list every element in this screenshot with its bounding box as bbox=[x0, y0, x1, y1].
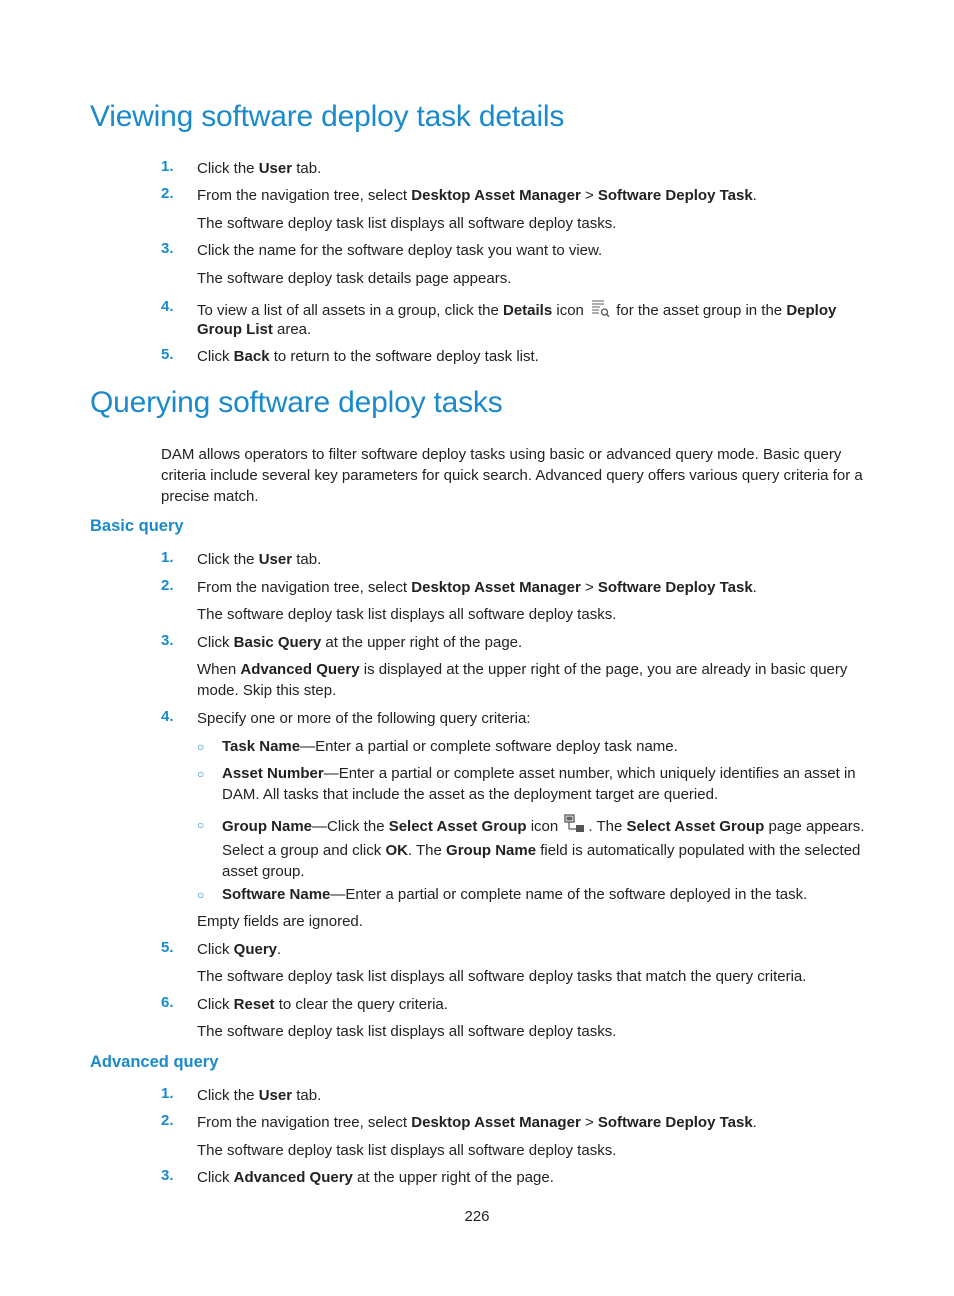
step-number: 5. bbox=[161, 939, 174, 956]
step-note: The software deploy task list displays all software deploy tasks. bbox=[197, 215, 617, 232]
step-text: Click Advanced Query at the upper right of the page. bbox=[197, 1169, 554, 1186]
details-icon bbox=[590, 298, 610, 324]
step-text: Click the User tab. bbox=[197, 160, 322, 177]
subsection-title-advanced: Advanced query bbox=[90, 1053, 219, 1071]
page-number: 226 bbox=[464, 1208, 490, 1225]
step-note: The software deploy task details page appears. bbox=[197, 270, 512, 287]
step-number: 3. bbox=[161, 1167, 174, 1184]
subsection-title-basic: Basic query bbox=[90, 517, 184, 535]
criterion-asset-number: Asset Number—Enter a partial or complete asset number, which uniquely identifies an asset in DAM. All tasks that include the asset as the deployment target are queried. bbox=[222, 765, 856, 803]
step-text: Click Reset to clear the query criteria. bbox=[197, 996, 448, 1013]
step-text: Click the User tab. bbox=[197, 551, 322, 568]
step-note: The software deploy task list displays all software deploy tasks. bbox=[197, 606, 617, 623]
step-text: To view a list of all assets in a group, click the Details icon for the asset group in the Deploy bbox=[197, 298, 836, 324]
step-number: 1. bbox=[161, 158, 174, 175]
step-note: The software deploy task list displays all software deploy tasks that match the query criteria. bbox=[197, 968, 807, 985]
step-text: Click Basic Query at the upper right of the page. bbox=[197, 634, 523, 651]
step-text: Click Back to return to the software deploy task list. bbox=[197, 348, 539, 365]
criterion-task-name: Task Name—Enter a partial or complete software deploy task name. bbox=[222, 738, 678, 755]
step-text: Specify one or more of the following query criteria: bbox=[197, 710, 531, 727]
step-number: 5. bbox=[161, 346, 174, 363]
step-note: The software deploy task list displays all software deploy tasks. bbox=[197, 1023, 617, 1040]
step-note: Empty fields are ignored. bbox=[197, 913, 363, 930]
step-number: 4. bbox=[161, 298, 174, 315]
intro-paragraph: DAM allows operators to filter software deploy tasks using basic or advanced query mode. Basic query criteria include several key parameters for quick search. Advanced query offers various query criteria for a precise match. bbox=[161, 446, 863, 505]
step-number: 2. bbox=[161, 1112, 174, 1129]
step-note: When Advanced Query is displayed at the upper right of the page, you are already in basic query mode. Skip this step. bbox=[197, 661, 848, 699]
criterion-software-name: Software Name—Enter a partial or complete name of the software deployed in the task. bbox=[222, 886, 808, 903]
section-title-viewing: Viewing software deploy task details bbox=[90, 100, 565, 133]
step-number: 6. bbox=[161, 994, 174, 1011]
bullet-marker: ○ bbox=[197, 740, 205, 754]
criterion-group-name: Group Name—Click the Select Asset Group icon . The Select Asset Group page appears. Select a group and click OK. The Group Name field is automatically populated with the selected asset group. bbox=[222, 814, 867, 882]
bullet-marker: ○ bbox=[197, 818, 205, 832]
step-text: Click the User tab. bbox=[197, 1087, 322, 1104]
step-number: 1. bbox=[161, 1085, 174, 1102]
step-text: From the navigation tree, select Desktop Asset Manager > Software Deploy Task. bbox=[197, 579, 757, 596]
step-note: The software deploy task list displays all software deploy tasks. bbox=[197, 1142, 617, 1159]
step-number: 3. bbox=[161, 240, 174, 257]
step-text-continued: Group List area. bbox=[197, 321, 312, 338]
step-number: 1. bbox=[161, 549, 174, 566]
step-number: 4. bbox=[161, 708, 174, 725]
section-title-querying: Querying software deploy tasks bbox=[90, 386, 503, 419]
select-asset-group-icon bbox=[564, 814, 586, 840]
step-text: Click the name for the software deploy task you want to view. bbox=[197, 242, 603, 259]
step-number: 3. bbox=[161, 632, 174, 649]
bullet-marker: ○ bbox=[197, 767, 205, 781]
step-text: Click Query. bbox=[197, 941, 282, 958]
bullet-marker: ○ bbox=[197, 888, 205, 902]
step-number: 2. bbox=[161, 185, 174, 202]
step-text: From the navigation tree, select Desktop Asset Manager > Software Deploy Task. bbox=[197, 1114, 757, 1131]
step-number: 2. bbox=[161, 577, 174, 594]
step-text: From the navigation tree, select Desktop Asset Manager > Software Deploy Task. bbox=[197, 187, 757, 204]
